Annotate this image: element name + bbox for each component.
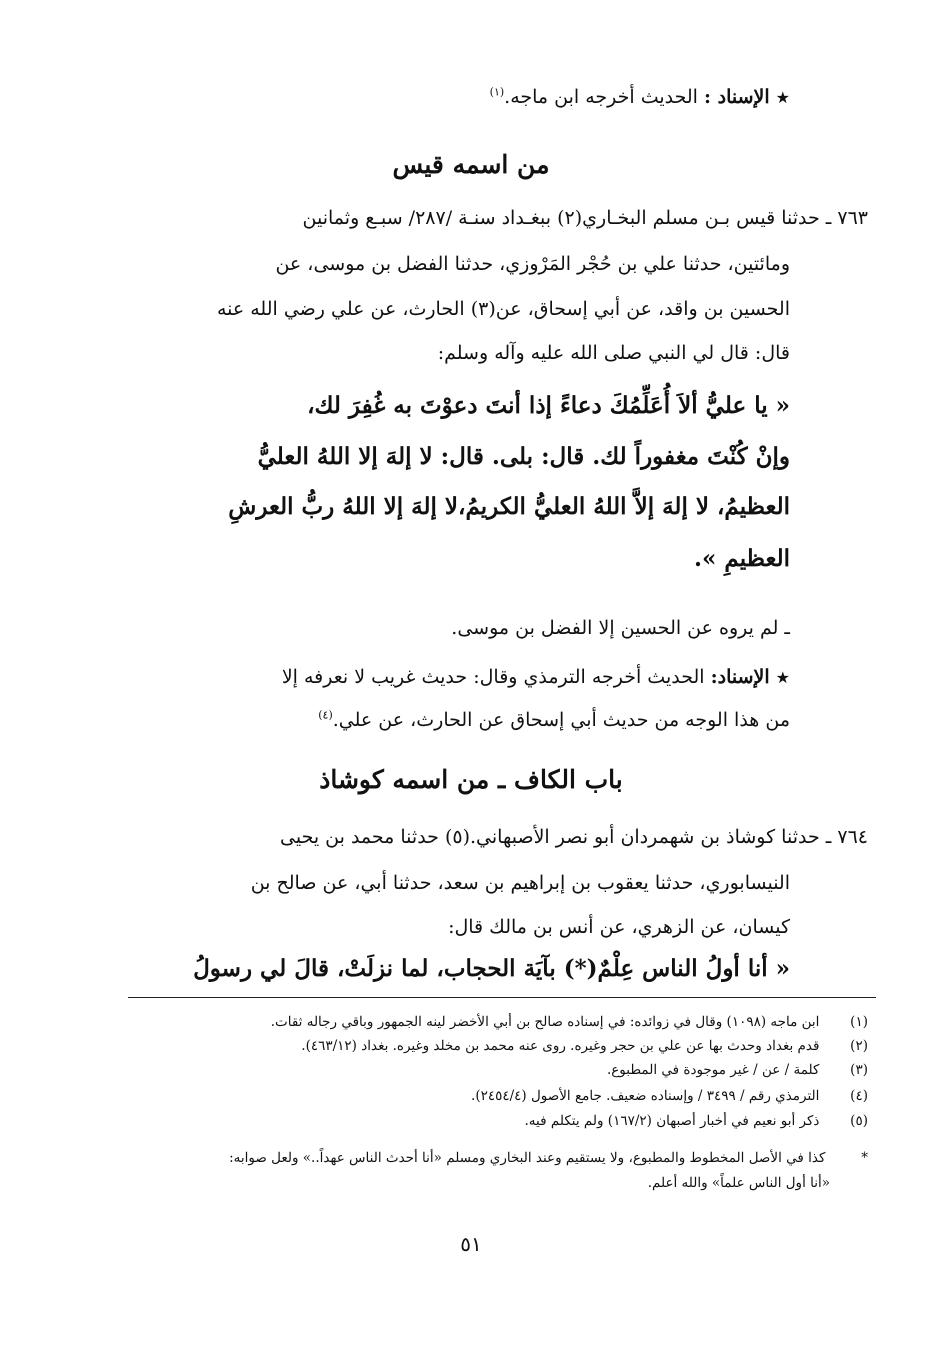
quote-764: « أنا أولُ الناس عِلْمٌ(*) بآيَة الحجاب، لما نزلَتْ، قالَ لي رسولُ [193,955,790,982]
hadith-763-line-3: الحسين بن واقد، عن أبي إسحاق، عن(٣) الحارث، عن علي رضي الله عنه [216,298,790,320]
footnote-divider [128,997,876,998]
footnote-1 [271,1014,868,1030]
quote-763-line-3: العظيمُ، لا إلهَ إلاَّ اللهُ العليُّ الكريمُ،لا إلهَ إلا اللهُ ربُّ العرشِ [228,493,790,520]
isnad-label: الإسناد : [704,86,770,108]
footnote-text: كلمة / عن / غير موجودة في المطبوع. [606,1062,820,1078]
page-number: ٥١ [460,1232,482,1256]
footnote-text: ذكر أبو نعيم في أخبار أصبهان (١٦٧/٢) ولم يتكلم فيه. [524,1113,820,1129]
footnote-ref: (٤) [318,708,333,722]
star-icon: ★ [775,668,790,687]
isnad-text: الحديث أخرجه ابن ماجه. [504,86,698,108]
footnote-text: قدم بغداد وحدث بها عن علي بن حجر وغيره. روى عنه محمد بن مخلد وغيره. بغداد (٤٦٣/١٢). [301,1038,820,1054]
footnote-text: ابن ماجه (١٠٩٨) وقال في زوائده: في إسناده صالح بن أبي الأخضر لينه الجمهور وباقي رجاله ثقات. [270,1014,820,1030]
star-note-line-2: «أنا أول الناس علماً» والله أعلم. [647,1175,830,1191]
isnad-label: الإسناد: [710,666,770,688]
footnote-number: (٤) [850,1088,868,1104]
isnad-line-1 [490,86,790,108]
star-icon: ★ [775,88,790,107]
footnote-number: (٢) [850,1038,868,1054]
footnote-number: (٥) [850,1113,868,1129]
footnote-5 [525,1113,868,1129]
isnad-text: الحديث أخرجه الترمذي وقال: حديث غريب لا نعرفه إلا [281,666,705,688]
section-heading-qays: من اسمه قيس [392,150,550,179]
isnad-line-2-cont [318,709,790,731]
hadith-764-line-2: النيسابوري، حدثنا يعقوب بن إبراهيم بن سعد، حدثنا أبي، عن صالح بن [250,872,790,894]
section-heading-kaf: باب الكاف ـ من اسمه كوشاذ [319,765,623,794]
hadith-764-line-3: كيسان، عن الزهري، عن أنس بن مالك قال: [448,916,790,938]
quote-763-line-1: « يا عليُّ ألاَ أُعَلِّمُكَ دعاءً إذا أنتَ دعوْتَ به غُفِرَ لك، [307,392,790,419]
footnote-4 [471,1088,868,1104]
star-note-line-1 [229,1150,868,1166]
footnote-3 [607,1062,868,1078]
quote-763-line-2: وإنْ كُنْتَ مغفوراً لك. قال: بلى. قال: لا إلهَ إلا اللهُ العليُّ [257,443,790,470]
footnote-ref: (١) [489,85,505,99]
footnote-2 [301,1038,868,1054]
footnote-number: (١) [850,1014,868,1030]
hadith-764-line-1: ٧٦٤ ـ حدثنا كوشاذ بن شهمردان أبو نصر الأصبهاني.(٥) حدثنا محمد بن يحيى [280,826,868,848]
isnad-text: من هذا الوجه من حديث أبي إسحاق عن الحارث، عن علي. [332,709,790,731]
asterisk-icon: * [861,1150,868,1166]
isnad-line-2 [282,666,790,688]
footnote-text: الترمذي رقم / ٣٤٩٩ / وإسناده ضعيف. جامع الأصول (٢٤٥٤/٤). [471,1088,820,1104]
quote-763-line-4: العظيمِ ». [694,545,790,572]
hadith-763-line-1: ٧٦٣ ـ حدثنا قيس بـن مسلم البخـاري(٢) ببغـداد سنـة /٢٨٧/ سبـع وثمانين [302,207,868,229]
narration-note: ـ لم يروه عن الحسين إلا الفضل بن موسى. [451,617,790,639]
footnote-number: (٣) [850,1062,868,1078]
star-note-text: كذا في الأصل المخطوط والمطبوع، ولا يستقيم وعند البخاري ومسلم «أنا أحدث الناس عهداً..» ولعل صوابه: [229,1150,826,1166]
hadith-763-line-2: ومائتين، حدثنا علي بن حُجْر المَرْوزي، حدثنا الفضل بن موسى، عن [275,253,790,275]
hadith-763-line-4: قال: قال لي النبي صلى الله عليه وآله وسلم: [437,342,790,364]
